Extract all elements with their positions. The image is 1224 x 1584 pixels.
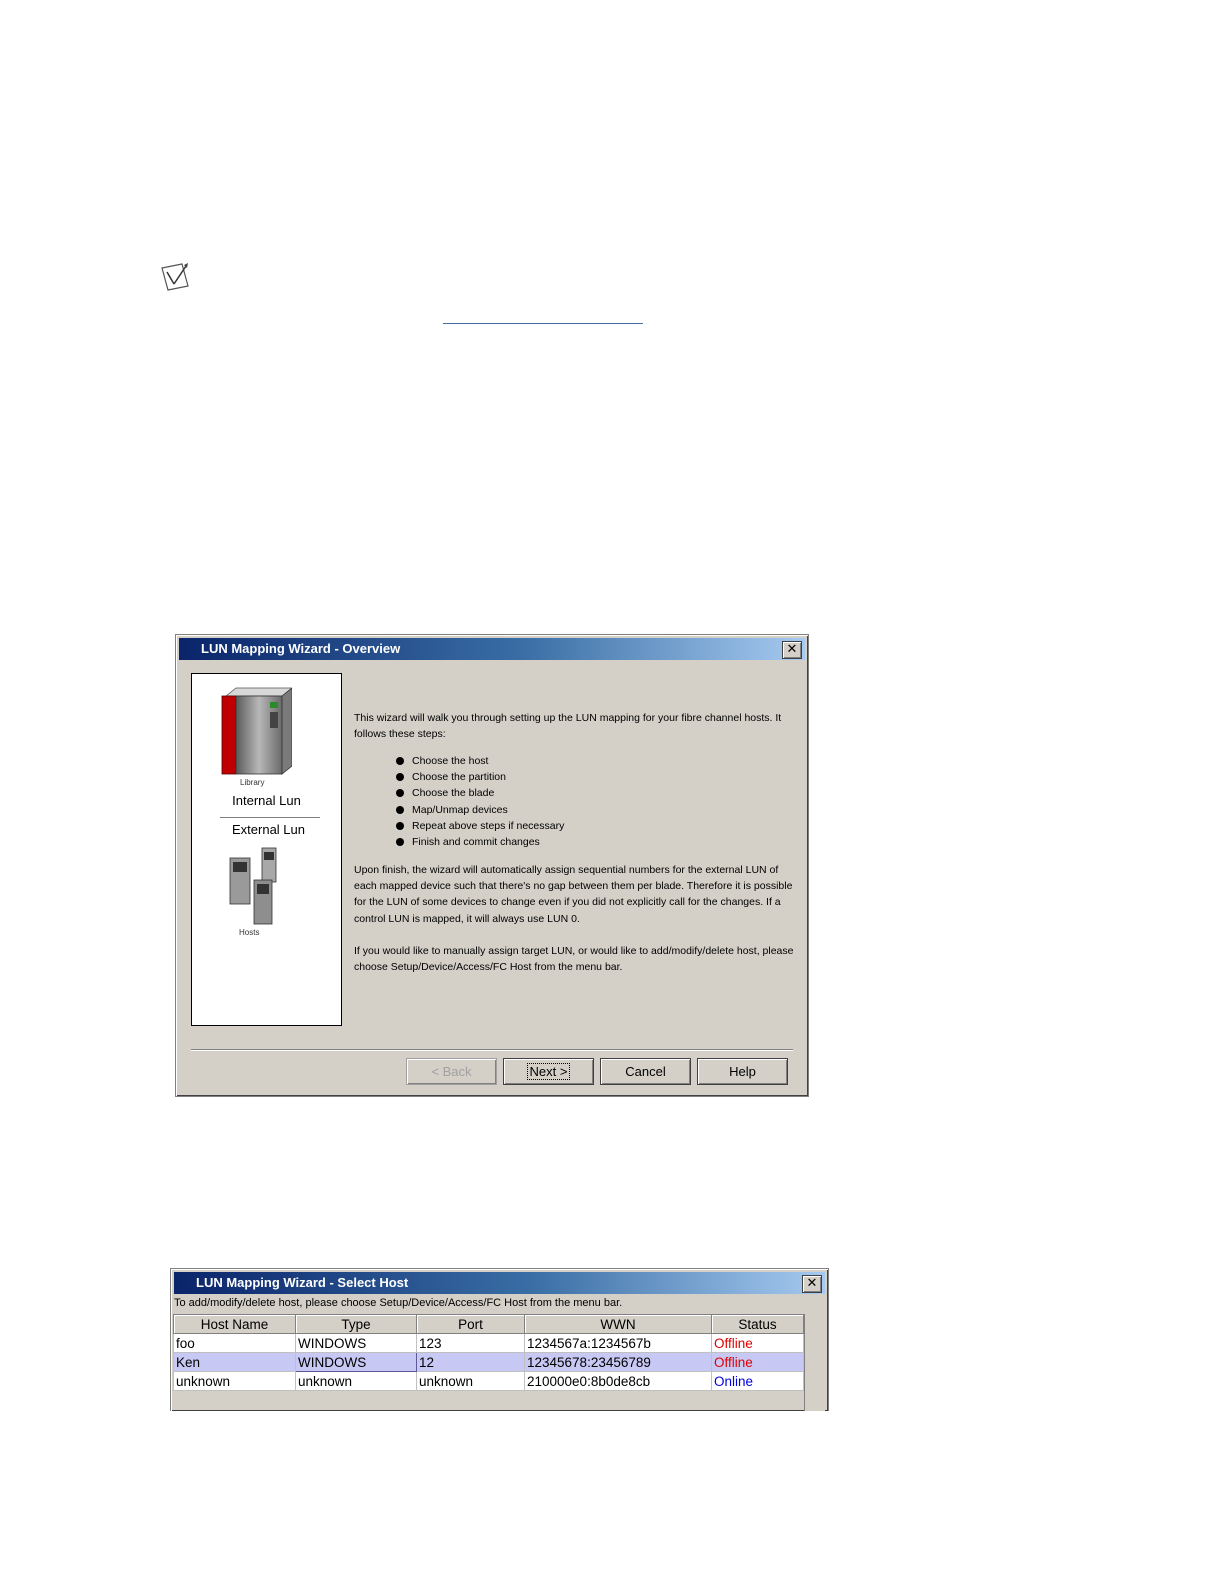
list-item: Finish and commit changes: [396, 834, 564, 850]
list-item: Choose the partition: [396, 769, 564, 785]
select-host-instruction: To add/modify/delete host, please choose Setup/Device/Access/FC Host from the menu bar.: [174, 1297, 623, 1309]
table-scrollbar[interactable]: [804, 1314, 825, 1411]
cell-host-name[interactable]: Ken: [174, 1353, 296, 1372]
column-header-status[interactable]: Status: [712, 1315, 804, 1334]
list-item: Choose the blade: [396, 785, 564, 801]
internal-lun-label: Internal Lun: [232, 793, 301, 808]
lun-mapping-wizard-overview-dialog: [175, 634, 809, 1097]
cell-status[interactable]: Offline: [712, 1353, 804, 1372]
list-item: Map/Unmap devices: [396, 802, 564, 818]
wizard-manual-note: If you would like to manually assign target LUN, or would like to add/modify/delete host, please choose Setup/Device/Access/FC Host from the menu bar.: [354, 945, 794, 974]
wizard-side-panel: [191, 673, 342, 1026]
dialog-title: LUN Mapping Wizard - Select Host: [196, 1275, 409, 1290]
dialog-titlebar: [174, 1272, 825, 1294]
close-button[interactable]: ✕: [782, 641, 802, 659]
table-row[interactable]: [174, 1334, 804, 1353]
back-button[interactable]: < Back: [406, 1058, 497, 1085]
table-header-row: [174, 1315, 804, 1334]
column-header-host-name[interactable]: Host Name: [174, 1315, 296, 1334]
cancel-button[interactable]: Cancel: [600, 1058, 691, 1085]
hyperlink-underline[interactable]: [443, 323, 643, 324]
cell-port[interactable]: unknown: [417, 1372, 525, 1391]
cell-type[interactable]: WINDOWS: [296, 1334, 417, 1353]
help-button[interactable]: Help: [697, 1058, 788, 1085]
library-caption: Library: [240, 778, 265, 787]
lun-mapping-wizard-select-host-dialog: [170, 1268, 829, 1411]
wizard-intro-text: This wizard will walk you through setting up the LUN mapping for your fibre channel hosts. It follows these steps:: [354, 712, 782, 741]
table-row[interactable]: [174, 1353, 804, 1372]
note-icon: [160, 262, 192, 292]
cell-host-name[interactable]: unknown: [174, 1372, 296, 1391]
next-button-label: Next >: [527, 1063, 571, 1080]
list-item: Choose the host: [396, 753, 564, 769]
host-table: [173, 1314, 804, 1391]
cell-type[interactable]: WINDOWS: [296, 1353, 417, 1372]
cell-status[interactable]: Offline: [712, 1334, 804, 1353]
lun-separator: [220, 817, 320, 818]
cell-port[interactable]: 123: [417, 1334, 525, 1353]
button-separator: [191, 1049, 793, 1051]
hosts-caption: Hosts: [239, 928, 260, 937]
cell-type[interactable]: unknown: [296, 1372, 417, 1391]
wizard-steps-list: [396, 753, 564, 850]
table-row[interactable]: [174, 1372, 804, 1391]
cell-wwn[interactable]: 210000e0:8b0de8cb: [525, 1372, 712, 1391]
list-item: Repeat above steps if necessary: [396, 818, 564, 834]
cell-wwn[interactable]: 12345678:23456789: [525, 1353, 712, 1372]
column-header-type[interactable]: Type: [296, 1315, 417, 1334]
library-icon: [220, 686, 292, 778]
dialog-titlebar: [179, 638, 805, 660]
next-button[interactable]: [503, 1058, 594, 1085]
cell-port[interactable]: 12: [417, 1353, 525, 1372]
hosts-icon: [228, 846, 284, 926]
cell-host-name[interactable]: foo: [174, 1334, 296, 1353]
column-header-wwn[interactable]: WWN: [525, 1315, 712, 1334]
cell-status[interactable]: Online: [712, 1372, 804, 1391]
cell-wwn[interactable]: 1234567a:1234567b: [525, 1334, 712, 1353]
external-lun-label: External Lun: [232, 822, 305, 837]
dialog-title: LUN Mapping Wizard - Overview: [201, 641, 401, 656]
column-header-port[interactable]: Port: [417, 1315, 525, 1334]
wizard-finish-note: Upon finish, the wizard will automatically assign sequential numbers for the external LUN of each mapped device such that there's no gap between them per blade. Therefore it is possible for the LUN of some devices to change even if you did not explicitly call for the changes. If a control LUN is mapped, it will always use LUN 0.: [354, 864, 793, 925]
close-button[interactable]: ✕: [802, 1275, 822, 1293]
